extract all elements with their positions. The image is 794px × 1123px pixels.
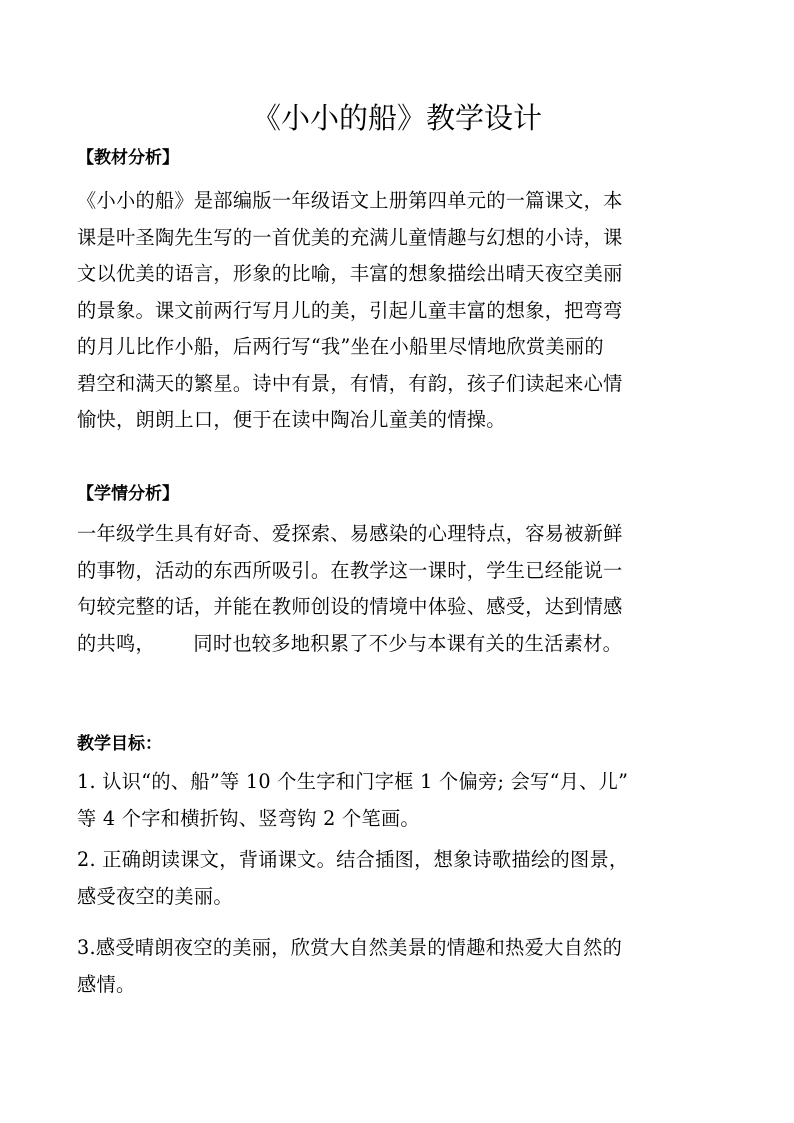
paragraph-line: 的景象。课文前两行写月儿的美，引起儿童丰富的想象，把弯弯 — [77, 298, 623, 322]
teaching-goal-item-1 — [77, 764, 682, 837]
paragraph-line: 的月儿比作小船，后两行写“我”坐在小船里尽情地欣赏美丽的 — [77, 335, 604, 358]
paragraph-line: 《小小的船》是部编版一年级语文上册第四单元的一篇课文，本 — [77, 189, 623, 212]
document-title: 《小小的船》教学设计 — [251, 101, 542, 135]
goal-line: 1. 认识“的、船”等 10 个生字和门字框 1 个偏旁; 会写“月、儿” — [77, 770, 629, 793]
goal-line: 等 4 个字和横折钩、竖弯钩 2 个笔画。 — [77, 806, 420, 830]
teaching-goal-item-3 — [77, 930, 682, 1003]
paragraph-line: 愉快，朗朗上口，便于在读中陶冶儿童美的情操。 — [77, 408, 506, 431]
goal-line: 感情。 — [77, 972, 136, 996]
textbook-analysis-paragraph — [77, 183, 682, 439]
goal-line: 感受夜空的美丽。 — [77, 884, 233, 908]
goal-line: 2. 正确朗读课文，背诵课文。结合插图，想象诗歌描绘的图景， — [77, 848, 629, 871]
paragraph-line: 句较完整的话，并能在教师创设的情境中体验、感受，达到情感 — [77, 595, 623, 618]
goal-line: 3.感受晴朗夜空的美丽，欣赏大自然美景的情趣和热爱大自然的 — [77, 936, 623, 959]
paragraph-line: 的事物，活动的东西所吸引。在教学这一课时，学生已经能说一 — [77, 558, 623, 582]
section-heading-teaching-goals: 教学目标： — [77, 734, 162, 754]
learner-analysis-paragraph — [77, 516, 682, 662]
paragraph-line: 的共鸣， 同时也较多地积累了不少与本课有关的生活素材。 — [77, 631, 623, 655]
paragraph-line: 碧空和满天的繁星。诗中有景，有情，有韵，孩子们读起来心情 — [77, 371, 623, 395]
teaching-goal-item-2 — [77, 842, 682, 915]
paragraph-line: 一年级学生具有好奇、爱探索、易感染的心理特点，容易被新鲜 — [77, 522, 623, 545]
paragraph-line: 课是叶圣陶先生写的一首优美的充满儿童情趣与幻想的小诗，课 — [77, 225, 623, 249]
section-heading-textbook-analysis: 【教材分析】 — [77, 148, 179, 168]
section-heading-learner-analysis: 【学情分析】 — [77, 484, 179, 504]
paragraph-line: 文以优美的语言，形象的比喻，丰富的想象描绘出晴天夜空美丽 — [77, 262, 623, 285]
